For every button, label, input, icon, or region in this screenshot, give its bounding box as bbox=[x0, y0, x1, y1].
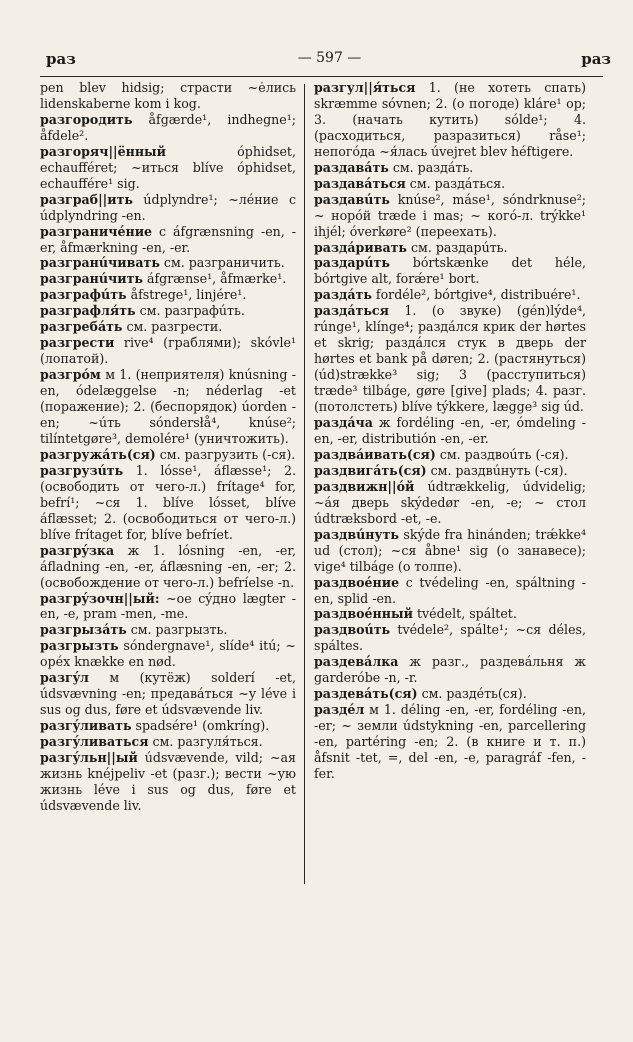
entry: раздáча ж fordéling -en, -er, ómdeling -en, -er, distributión -en, -er. bbox=[314, 415, 586, 446]
page-number: — 597 — bbox=[297, 50, 362, 66]
entry: разгул||я́ться 1. (не хотеть спать) skræmme sóvnen; 2. (о погоде) kláre¹ op; 3. (начать кутить) sólde¹; 4. (расходиться, разразиться) råse¹; непогóда ~я́лась úvejret blev héftigere. bbox=[314, 80, 586, 159]
entry: разгребáть см. разгрести. bbox=[40, 319, 223, 335]
entry: разгýливать spadsére¹ (omkríng). bbox=[40, 718, 270, 734]
page-header bbox=[36, 50, 623, 72]
entry: разгранúчить áfgrænse¹, åfmærke¹. bbox=[40, 271, 287, 287]
entry: раздвáивать(ся) см. раздвоúть (-ся). bbox=[314, 446, 569, 462]
entry: раздáривать см. раздарúть. bbox=[314, 239, 508, 255]
entry: раздвоéние с tvédeling -en, spáltning -en, splid -en. bbox=[314, 574, 586, 606]
entry: раздавúть knúse², máse¹, sóndrknuse²; ~ норóй træde i mas; ~ когó-л. trýkke¹ ihjél; óverkøre² (переехать). bbox=[314, 191, 586, 239]
entry: раздвоúть tvédele², spálte¹; ~ся déles, spáltes. bbox=[314, 622, 586, 654]
entry: разграфля́ть см. разграфúть. bbox=[40, 303, 245, 319]
entry: pen blev hidsig; страсти ~ėлись lidenskaberne kom i kog. bbox=[40, 80, 296, 111]
entry: раздáть fordéle², bórtgive⁴, distribuére¹. bbox=[314, 287, 581, 303]
entry: раздáться 1. (о звуке) (gén)lýde⁴, rúnge¹, klínge⁴; раздáлся крик der hørtes et skrig; раздáлся стук в дверь der hørtes et bank på døren; 2. (растянуться) (úd)strække³ sig; 3 (расступиться) træde³ tilbáge, gøre [give] plads; 4. разг. (потолстеть) blíve týkkere, lægge³ sig úd. bbox=[314, 303, 586, 415]
entry: раздвоéнный tvédelt, spáltet. bbox=[314, 606, 517, 622]
entry: разгоряч||ённый óphidset, echaufféret; ~иться blíve óphidset, echaufférе¹ sig. bbox=[40, 143, 296, 191]
entry: раздарúть bórtskænke det héle, bórtgive alt, forǽre¹ bort. bbox=[314, 255, 586, 287]
entry: раздевáть(ся) см. раздéть(ся). bbox=[314, 686, 527, 702]
entry: разграб||ить údplyndre¹; ~лéние с údplyndring -en. bbox=[40, 191, 296, 223]
entry: разгранúчивать см. разграничить. bbox=[40, 255, 285, 271]
entry: разгрести rive⁴ (граблями); skóvle¹ (лопатой). bbox=[40, 335, 296, 367]
entry: разгрузúть 1. lósse¹, áflæsse¹; 2. (освободить от чего-л.) frítage⁴ for, befrí¹; ~ся 1. blíve lósset, blíve áflæsset; 2. (освободиться от чего-л.) blíve frítaget for, blíve befríet. bbox=[40, 462, 296, 542]
entry: разграничéние с áfgrænsning -en, -er, åfmærkning -en, -er. bbox=[40, 223, 296, 255]
entry: раздевáлка ж разг., раздевáльня ж garderóbe -n, -r. bbox=[314, 654, 586, 686]
entry: раздавáть см. раздáть. bbox=[314, 159, 474, 175]
entry: раздéл м 1. déling -en, -er, fordéling -en, -er; ~ земли údstykning -en, parcellering -en, partéring -en; 2. (в книге и т. п.) åfsnit -tet, =, del -en, -e, paragráf -fen, -fer. bbox=[314, 702, 586, 781]
right-column bbox=[314, 80, 586, 782]
left-column bbox=[40, 80, 296, 814]
left-guide-word: раз bbox=[46, 50, 76, 68]
entry: раздвигáть(ся) см. раздвúнуть (-ся). bbox=[314, 462, 568, 478]
entry: разгýливаться см. разгуля́ться. bbox=[40, 734, 263, 750]
entry: разгрýзочн||ый: ~ое сýдно lægter -en, -e, pram -men, -me. bbox=[40, 590, 296, 622]
entry: разгрýзка ж 1. lósning -en, -er, áfladning -en, -er, áflæsning -en, -er; 2. (освобождение от чего-л.) befríelse -n. bbox=[40, 542, 296, 590]
column-divider bbox=[304, 84, 305, 884]
right-guide-word: раз bbox=[581, 50, 611, 68]
entry: раздвúнуть skýde fra hinánden; trǽkke⁴ ud (стол); ~ся åbne¹ sig (о занавесе); vige⁴ tilbáge (о толпе). bbox=[314, 526, 586, 574]
entry: разгружáть(ся) см. разгрузить (-ся). bbox=[40, 446, 296, 462]
entry: разгрóм м 1. (неприятеля) knúsning -en, ódelæggelse -n; néderlag -et (поражение); 2. (беспорядок) úorden -en; ~úть sóndersłå⁴, knúse²; tilíntetgøre³, demolére¹ (уничтожить). bbox=[40, 367, 296, 446]
entry: разгýльн||ый údsvævende, vild; ~ая жизнь knéjpeliv -et (разг.); вести ~ую жизнь léve i sus og dus, føre et údsvævende liv. bbox=[40, 750, 296, 813]
entry: разграфúть åfstrege¹, linjére¹. bbox=[40, 287, 247, 303]
entry: раздавáться см. раздáться. bbox=[314, 175, 506, 191]
entry: разгородить åfgærde¹, indhegne¹; åfdele². bbox=[40, 111, 296, 143]
entry: разгýл м (кутёж) solderí -et, údsvævning -en; предавáться ~у léve i sus og dus, føre et údsvævende liv. bbox=[40, 670, 296, 718]
header-rule bbox=[40, 76, 603, 77]
entry: разгрызáть см. разгрызть. bbox=[40, 622, 228, 638]
entry: раздвижн||óй údtrækkelig, údvidelig; ~áя дверь skýdedør -en, -e; ~ стол údtræksbord -et, -e. bbox=[314, 478, 586, 526]
entry: разгрызть sóndergnave¹, slíde⁴ itú; ~ opéx knække en nød. bbox=[40, 638, 296, 670]
